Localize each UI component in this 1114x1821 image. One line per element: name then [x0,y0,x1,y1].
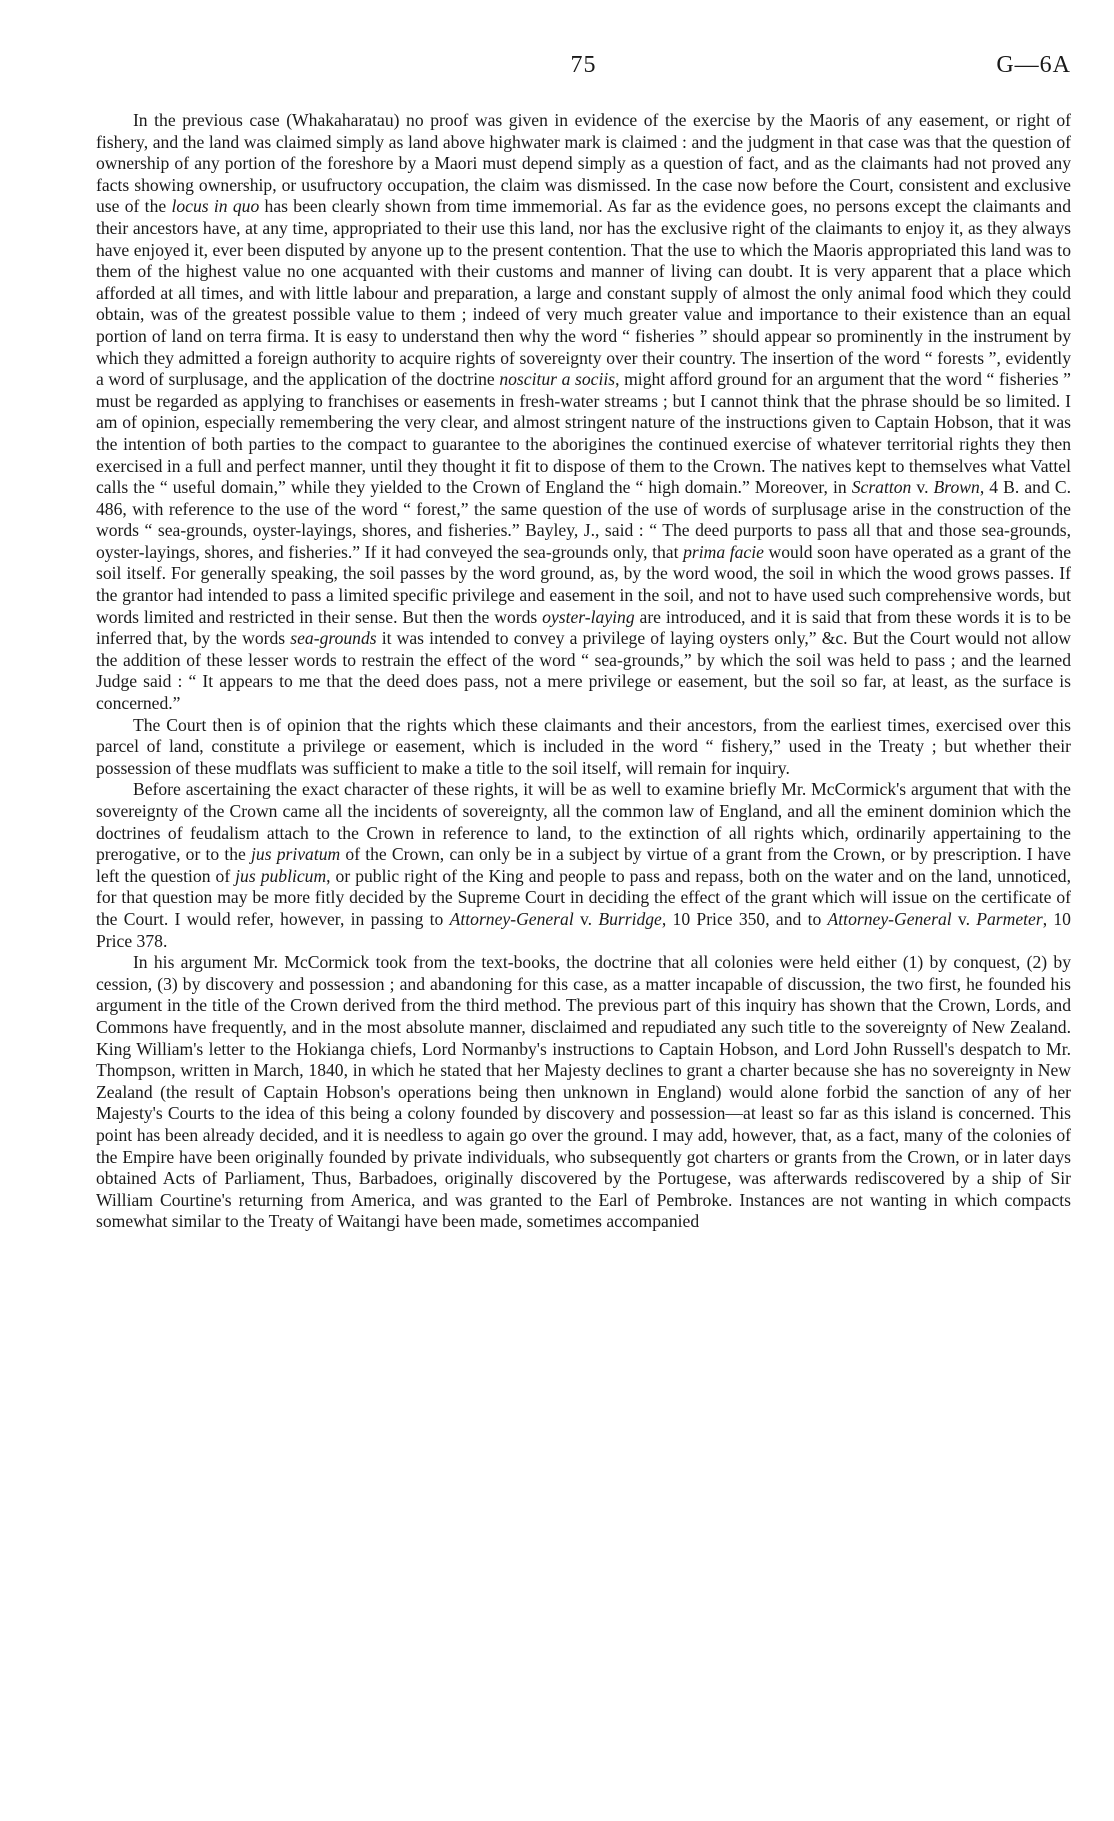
italic-term: jus publicum [235,865,327,886]
paragraph-1 [96,110,1071,715]
italic-term: locus in quo [171,196,260,217]
text-run: v. [573,908,599,929]
italic-term: noscitur a sociis [499,369,616,390]
paragraph-2 [96,715,1071,780]
text-run: , 4 B. and C. 486, with reference to the use of the word “ forest,” the same question of the use of words of surplusage arise in the construction of the words “ sea-grounds, oyster-layings, shores, and fisheries.” Bayley, J., said : “ The deed purports to pass all that and those sea-grounds, oyster-layings, shores, and fisheries.” If it had conveyed the sea-grounds only, that [96,477,1071,562]
text-run: The Court then is of opinion that the rights which these claimants and their ancestors, from the earliest times, exercised over this parcel of land, constitute a privilege or easement, which is included in the word “ fishery,” used in the Treaty ; but whether their possession of these mudflats was sufficient to make a title to the soil itself, will remain for inquiry. [96,714,1071,778]
italic-term: Attorney-General [827,908,952,929]
paragraph-4 [96,952,1071,1233]
text-run: it was intended to convey a privilege of laying oysters only,” &c. But the Court would not allow the addition of these lesser words to restrain the effect of the word “ sea-grounds,” by which the soil was held to pass ; and the learned Judge said : “ It appears to me that the deed does pass, not a mere privilege or easement, but the soil so far, at least, as the surface is concerned.” [96,628,1071,714]
page-number: 75 [570,52,597,78]
page-header [96,52,1071,82]
italic-term: Brown [933,477,980,498]
text-run: , might afford ground for an argument that the word “ fisheries ” must be regarded as applying to franchises or easements in fresh-water streams ; but I cannot think that the phrase should be so limited. I am of opinion, especially remembering the very clear, and almost stringent nature of the instructions given to Captain Hobson, that it was the intention of both parties to the compact to guarantee to the aborigines the continued exercise of whatever territorial rights they then exercised in a full and perfect manner, until they thought it fit to dispose of them to the Crown. The natives kept to themselves what Vattel calls the “ useful domain,” while they yielded to the Crown of England the “ high domain.” Moreover, in [96,369,1071,498]
text-run: In the previous case (Whakaharatau) no proof was given in evidence of the exercise by the Maoris of any easement, or right of fishery, and the land was claimed simply as land above highwater mark is claimed : and the judgment in that case was that the question of ownership of any portion of the foreshore by a Maori must depend simply as a question of fact, and as the claimants had not proved any facts showing ownership, or usufructory occupation, the claim was dismissed. In the case now before the Court, consistent and exclusive use of the [96,110,1071,217]
text-run: would soon have operated as a grant of the soil itself. For generally speaking, the soil passes by the word ground, as, by the word wood, the soil in which the wood grows passes. If the grantor had intended to pass a limited specific privilege and easement in the soil, and not to have used such comprehensive words, but words limited and restricted in their sense. But then the words [96,541,1072,627]
italic-term: Burridge [598,908,662,929]
text-run: In his argument Mr. McCormick took from the text-books, the doctrine that all colonies were held either (1) by conquest, (2) by cession, (3) by discovery and possession ; and abandoning for this case, as a matter incapable of discussion, the two first, he founded his argument in the title of the Crown derived from the third method. The previous part of this inquiry has shown that the Crown, Lords, and Commons have frequently, and in the most absolute manner, disclaimed and repudiated any such title to the sovereignty of New Zealand. King William's letter to the Hokianga chiefs, Lord Normanby's instructions to Captain Hobson, and Lord John Russell's despatch to Mr. Thompson, written in March, 1840, in which he stated that her Majesty declines to grant a charter because she has no sovereignty in New Zealand (the result of Captain Hobson's operations being then unknown in England) would alone forbid the sanction of any of her Majesty's Courts to the idea of this being a colony founded by discovery and possession—at least so far as this island is concerned. This point has been already decided, and it is needless to again go over the ground. I may add, however, that, as a fact, many of the colonies of the Empire have been originally founded by private individuals, who subsequently got charters or grants from the Crown, or in later days obtained Acts of Parliament, Thus, Barbadoes, originally discovered by the Portugese, was afterwards rediscovered by a ship of Sir William Courtine's returning from America, and was granted to the Earl of Pembroke. Instances are not wanting in which compacts somewhat similar to the Treaty of Waitangi have been made, sometimes accompanied [96,952,1071,1232]
text-run: , 10 Price 350, and to [661,908,828,929]
italic-term: Parmeter [976,908,1043,929]
italic-term: Attorney-General [449,908,574,929]
text-run: v. [951,908,977,929]
paragraph-3 [96,779,1071,952]
italic-term: jus privatum [251,844,341,865]
text-run: of the Crown, can only be in a subject by virtue of a grant from the Crown, or by prescription. I have left the question of [96,844,1071,886]
text-run: Before ascertaining the exact character of these rights, it will be as well to examine briefly Mr. McCormick's argument that with the sovereignty of the Crown came all the incidents of sovereignty, all the common law of England, and all the eminent dominion which the doctrines of feudalism attach to the Crown in reference to land, to the extinction of all rights which, ordinarily appertaining to the prerogative, or to the [96,779,1071,865]
text-run: , 10 Price 378. [96,908,1071,951]
text-run: v. [911,477,934,498]
italic-term: Scratton [851,477,912,498]
body-text [96,110,1071,1233]
italic-term: prima facie [683,541,764,562]
text-run: , or public right of the King and people to pass and repass, both on the water and on the land, unnoticed, for that question may be more fitly decided by the Supreme Court in deciding the effect of the grant which will issue on the certificate of the Court. I would refer, however, in passing to [96,865,1071,929]
text-run: are introduced, and it is said that from these words it is to be inferred that, by the words [96,606,1071,649]
document-reference: G—6A [996,52,1071,78]
text-run: has been clearly shown from time immemorial. As far as the evidence goes, no persons except the claimants and their ancestors have, at any time, appropriated to their use this land, nor has the exclusive right of the claimants to enjoy it, as they always have enjoyed it, ever been disputed by anyone up to the present contention. That the use to which the Maoris appropriated this land was to them of the highest value no one acquanted with their customs and manner of living can doubt. It is very apparent that a place which afforded at all times, and with little labour and preparation, a large and constant supply of almost the only animal food which they could obtain, was of the greatest possible value to them ; indeed of very much greater value and importance to their existence than an equal portion of land on terra firma. It is easy to understand then why the word “ fisheries ” should appear so prominently in the instrument by which they admitted a foreign authority to acquire rights of sovereignty over their country. The insertion of the word “ forests ”, evidently a word of surplusage, and the application of the doctrine [96,196,1072,390]
italic-term: sea-grounds [290,628,377,649]
italic-term: oyster-laying [542,606,635,627]
